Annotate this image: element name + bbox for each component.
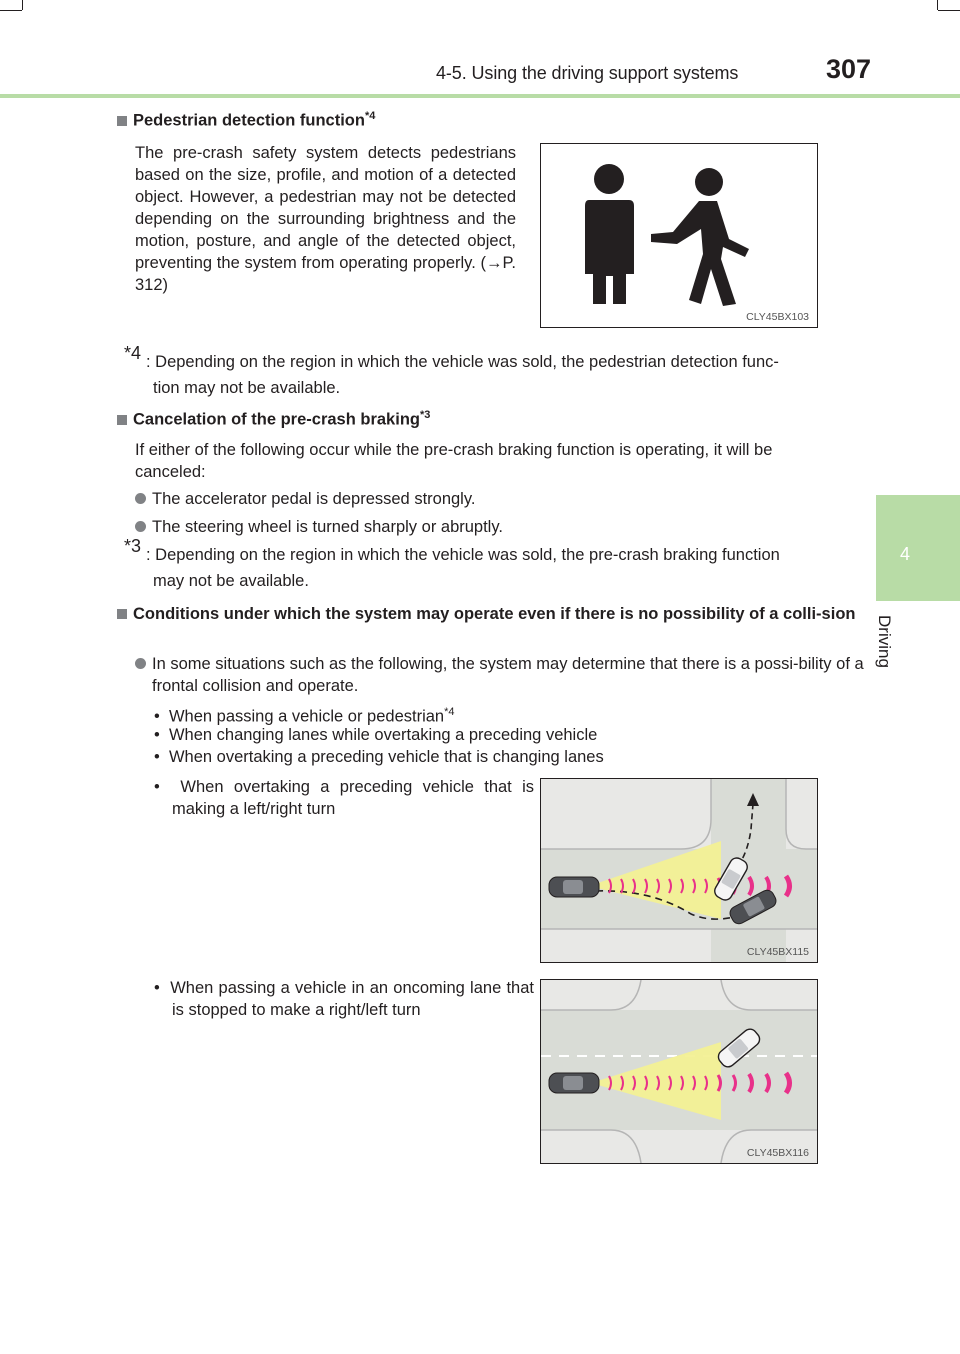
figure-overtaking-turn xyxy=(540,778,818,963)
page-number: 307 xyxy=(826,54,872,84)
footnote-mark: *3 xyxy=(124,536,142,556)
square-bullet-icon xyxy=(117,415,127,425)
crop-mark xyxy=(22,0,23,10)
figure-code: CLY45BX116 xyxy=(746,1147,809,1159)
round-bullet-icon xyxy=(135,493,146,504)
heading-cancelation: Cancelation of the pre-crash braking$^{*3}$ xyxy=(117,409,430,430)
oncoming-lane-diagram xyxy=(541,980,817,1163)
cancel-body: If either of the following occur while the pre-crash braking function is operating, it will be canceled: xyxy=(135,441,773,481)
footnote3-text2: may not be available. xyxy=(153,572,309,590)
round-bullet-icon xyxy=(135,658,146,669)
sub-item-fig2: • When passing a vehicle in an oncoming lane that is stopped to make a right/left turn xyxy=(154,979,534,1019)
crop-mark xyxy=(938,10,960,11)
crop-mark xyxy=(0,10,22,11)
chapter-number: 4 xyxy=(899,544,910,564)
pedestrian-icon xyxy=(541,144,817,327)
intersection-diagram xyxy=(541,779,817,962)
chapter-label xyxy=(875,615,926,685)
square-bullet-icon xyxy=(117,116,127,126)
chapter-label-text: Driving xyxy=(875,615,894,668)
sub-item-1: • When passing a vehicle or pedestrian$^{*4}$ xyxy=(154,706,455,726)
figure-oncoming-stopped xyxy=(540,979,818,1164)
footnote-mark: *4 xyxy=(124,343,142,363)
sub-item-3: • When overtaking a preceding vehicle that is changing lanes xyxy=(154,748,604,766)
sub-item-2: • When changing lanes while overtaking a preceding vehicle xyxy=(154,726,598,744)
sub-item-fig1: • When overtaking a preceding vehicle that is making a left/right turn xyxy=(154,778,534,818)
round-bullet-icon xyxy=(135,521,146,532)
footnote3-text: : Depending on the region in which the vehicle was sold, the pre-crash braking function xyxy=(146,546,780,564)
crop-mark xyxy=(937,0,938,10)
heading-conditions: Conditions under which the system may operate even if there is no possibility of a colli-sion xyxy=(117,603,865,625)
footnote4-text2: tion may not be available. xyxy=(153,379,341,397)
footnote4-text: : Depending on the region in which the vehicle was sold, the pedestrian detection func- xyxy=(146,353,779,371)
figure-pedestrians xyxy=(540,143,818,328)
conditions-bullet: In some situations such as the following, the system may determine that there is a possi-bility of a frontal collision and operate. xyxy=(135,653,864,697)
figure-code: CLY45BX115 xyxy=(746,946,809,958)
figure-code: CLY45BX103 xyxy=(746,311,809,323)
cancel-bullet-2: The steering wheel is turned sharply or abruptly. xyxy=(135,516,845,538)
section-title: 4-5. Using the driving support systems xyxy=(436,63,739,83)
cancel-bullet-1: The accelerator pedal is depressed strongly. xyxy=(135,488,845,510)
square-bullet-icon xyxy=(117,609,127,619)
header-rule xyxy=(0,94,960,98)
pedestrian-body: The pre-crash safety system detects pedestrians based on the size, profile, and motion of a detected object. However, a pedestrian may not be detected depending on the surrounding brightness and the motion, posture, and angle of the detected object, preventing the system from operating properly. (→P. 312) xyxy=(135,144,516,294)
heading-pedestrian: Pedestrian detection function$^{*4}$ xyxy=(117,110,375,131)
